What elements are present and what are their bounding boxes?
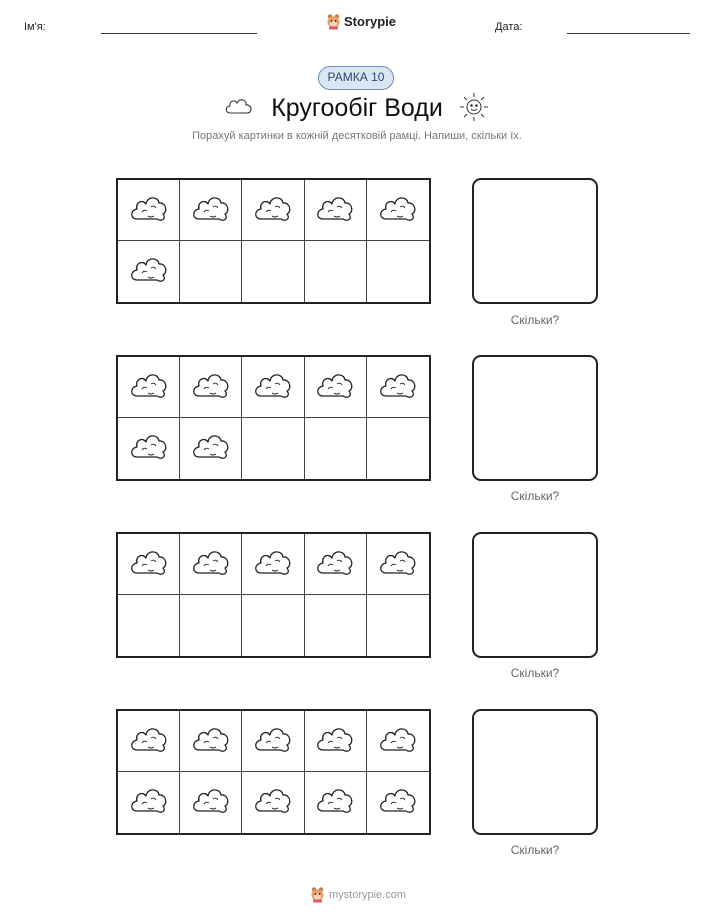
frame-badge: РАМКА 10 (318, 66, 394, 90)
frame-cell (305, 772, 367, 833)
cloud-icon (314, 546, 356, 583)
cloud-icon (128, 723, 170, 760)
cloud-icon (314, 723, 356, 760)
frame-cell (118, 418, 180, 479)
frame-cell (367, 772, 429, 833)
cloud-icon (128, 192, 170, 229)
frame-cell (118, 357, 180, 418)
frame-cell (118, 180, 180, 241)
cloud-icon (252, 369, 294, 406)
cloud-icon (128, 253, 170, 290)
storypie-mascot-icon (326, 13, 341, 30)
answer-box-4[interactable] (472, 709, 598, 835)
cloud-icon (314, 784, 356, 821)
cloud-icon (190, 784, 232, 821)
name-label: Ім'я: (24, 21, 46, 33)
frame-cell (305, 241, 367, 302)
answer-label-1: Скільки? (510, 313, 560, 327)
answer-label-4: Скільки? (510, 843, 560, 857)
frame-cell (242, 772, 304, 833)
frame-cell (118, 595, 180, 656)
date-label: Дата: (495, 21, 523, 33)
frame-cell (118, 241, 180, 302)
footer-url: mystorypie.com (329, 888, 407, 901)
answer-box-3[interactable] (472, 532, 598, 658)
cloud-icon (314, 369, 356, 406)
ten-frame-1 (116, 178, 431, 304)
cloud-icon (128, 784, 170, 821)
frame-cell (180, 534, 242, 595)
frame-cell (305, 534, 367, 595)
answer-box-2[interactable] (472, 355, 598, 481)
frame-cell (180, 357, 242, 418)
frame-cell (180, 180, 242, 241)
frame-cell (305, 595, 367, 656)
frame-cell (305, 711, 367, 772)
frame-cell (180, 418, 242, 479)
ten-frame-2 (116, 355, 431, 481)
frame-cell (242, 418, 304, 479)
frame-cell (242, 357, 304, 418)
cloud-icon (377, 784, 419, 821)
ten-frame-4 (116, 709, 431, 835)
frame-cell (367, 595, 429, 656)
frame-cell (118, 711, 180, 772)
cloud-icon (190, 723, 232, 760)
footer (310, 886, 406, 903)
cloud-icon (128, 369, 170, 406)
frame-cell (305, 180, 367, 241)
frame-cell (305, 418, 367, 479)
frame-cell (367, 711, 429, 772)
frame-cell (180, 772, 242, 833)
frame-cell (367, 418, 429, 479)
name-field[interactable] (101, 33, 257, 34)
frame-cell (118, 534, 180, 595)
cloud-icon (252, 546, 294, 583)
frame-cell (180, 241, 242, 302)
frame-cell (367, 241, 429, 302)
cloud-icon (377, 723, 419, 760)
cloud-icon (314, 192, 356, 229)
brand-logo (326, 13, 396, 30)
cloud-icon (252, 723, 294, 760)
page-title: Кругообіг Води (271, 94, 443, 122)
answer-label-3: Скільки? (510, 666, 560, 680)
cloud-icon (190, 430, 232, 467)
frame-cell (367, 534, 429, 595)
date-field[interactable] (567, 33, 690, 34)
frame-cell (118, 772, 180, 833)
frame-cell (305, 357, 367, 418)
ten-frame-3 (116, 532, 431, 658)
frame-cell (242, 241, 304, 302)
cloud-icon (190, 192, 232, 229)
frame-cell (180, 595, 242, 656)
cloud-icon (377, 546, 419, 583)
sun-icon (459, 92, 489, 122)
frame-cell (367, 357, 429, 418)
cloud-icon (377, 369, 419, 406)
cloud-icon (128, 546, 170, 583)
answer-label-2: Скільки? (510, 489, 560, 503)
cloud-icon (128, 430, 170, 467)
frame-cell (242, 595, 304, 656)
cloud-icon (252, 192, 294, 229)
cloud-icon (252, 784, 294, 821)
instructions: Порахуй картинки в кожній десятковій рамці. Напиши, скільки їх. (192, 130, 522, 142)
cloud-icon (377, 192, 419, 229)
frame-cell (367, 180, 429, 241)
brand-name: Storypie (344, 14, 397, 29)
frame-cell (242, 180, 304, 241)
answer-box-1[interactable] (472, 178, 598, 304)
frame-cell (180, 711, 242, 772)
cloud-icon (190, 546, 232, 583)
cloud-icon (190, 369, 232, 406)
frame-cell (242, 711, 304, 772)
frame-cell (242, 534, 304, 595)
storypie-mascot-icon (310, 886, 325, 903)
